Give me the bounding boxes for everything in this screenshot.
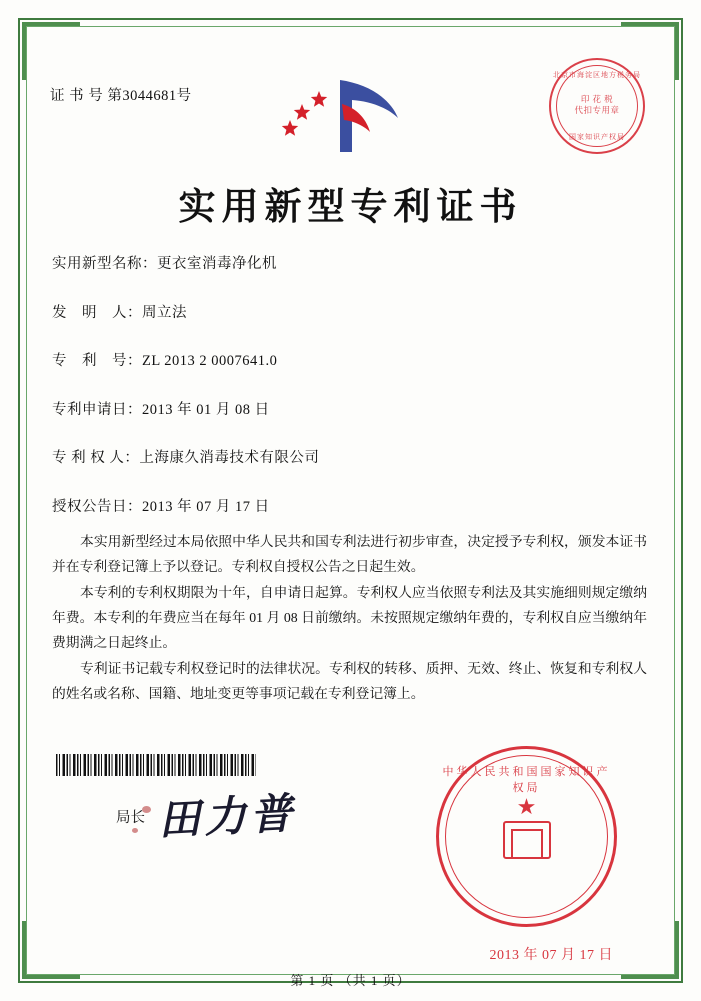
tax-stamp-arc-top: 北京市海淀区地方税务局 <box>553 71 641 79</box>
field-label: 专利申请日： <box>52 401 142 418</box>
tax-stamp-middle <box>551 94 643 116</box>
page-footer: 第 1 页 （共 1 页） <box>290 973 411 988</box>
field-label: 授权公告日： <box>52 498 142 515</box>
official-seal-text-top: 中华人民共和国国家知识产权局 <box>442 766 611 794</box>
field-label: 实用新型名称： <box>52 256 157 272</box>
field-list <box>52 252 649 543</box>
field-value: 上海康久消毒技术有限公司 <box>139 450 320 466</box>
star-icon: ★ <box>516 794 537 819</box>
national-emblem-icon <box>503 821 551 859</box>
field-row <box>52 495 649 516</box>
field-row <box>52 301 649 322</box>
certificate-content <box>46 46 655 963</box>
tax-stamp-line-2: 代扣专用章 <box>574 105 620 115</box>
barcode <box>56 754 256 776</box>
certificate-serial-number: 证 书 号 第3044681号 <box>50 88 192 104</box>
field-label: 专 利 号： <box>52 353 142 369</box>
field-row <box>52 349 649 370</box>
field-value: 2013 年 01 月 08 日 <box>142 401 270 418</box>
field-value: 周立法 <box>142 304 187 321</box>
field-label: 专 利 权 人： <box>52 450 140 466</box>
sipo-logo-icon <box>278 74 408 160</box>
field-row <box>52 252 649 273</box>
tax-stamp-line-1: 印 花 税 <box>580 94 614 104</box>
legal-paragraph: 专利证书记载专利权登记时的法律状况。专利权的转移、质押、无效、终止、恢复和专利权人的姓名或名称、国籍、地址变更等事项记载在专利登记簿上。 <box>52 661 647 701</box>
field-value: ZL 2013 2 0007641.0 <box>142 353 278 369</box>
field-value: 2013 年 07 月 17 日 <box>142 498 270 515</box>
tax-stamp-arc-bottom: 国家知识产权局 <box>569 133 625 141</box>
page-title: 实用新型专利证书 <box>178 187 523 228</box>
official-seal-date: 2013 年 07 月 17 日 <box>489 948 613 963</box>
legal-paragraph: 本专利的专利权期限为十年，自申请日起算。专利权人应当依照专利法及其实施细则规定缴纳年费。本专利的年费应当在每年 01 月 08 日前缴纳。未按照规定缴纳年费的，专利权自应当缴纳年费期满之日起终止。 <box>52 585 647 650</box>
field-row <box>52 446 649 467</box>
legal-paragraph: 本实用新型经过本局依照中华人民共和国专利法进行初步审查，决定授予专利权，颁发本证书并在专利登记簿上予以登记。专利权自授权公告之日起生效。 <box>52 534 647 574</box>
field-value: 更衣室消毒净化机 <box>157 256 277 272</box>
field-label: 发 明 人： <box>52 304 142 321</box>
director-signature: 田力普 <box>157 791 298 845</box>
director-title-label: 局长 <box>116 810 145 826</box>
tax-stamp-seal <box>549 58 645 154</box>
ink-smudge <box>132 828 138 833</box>
field-row <box>52 398 649 419</box>
legal-text-block <box>52 529 647 707</box>
official-seal <box>436 746 617 927</box>
